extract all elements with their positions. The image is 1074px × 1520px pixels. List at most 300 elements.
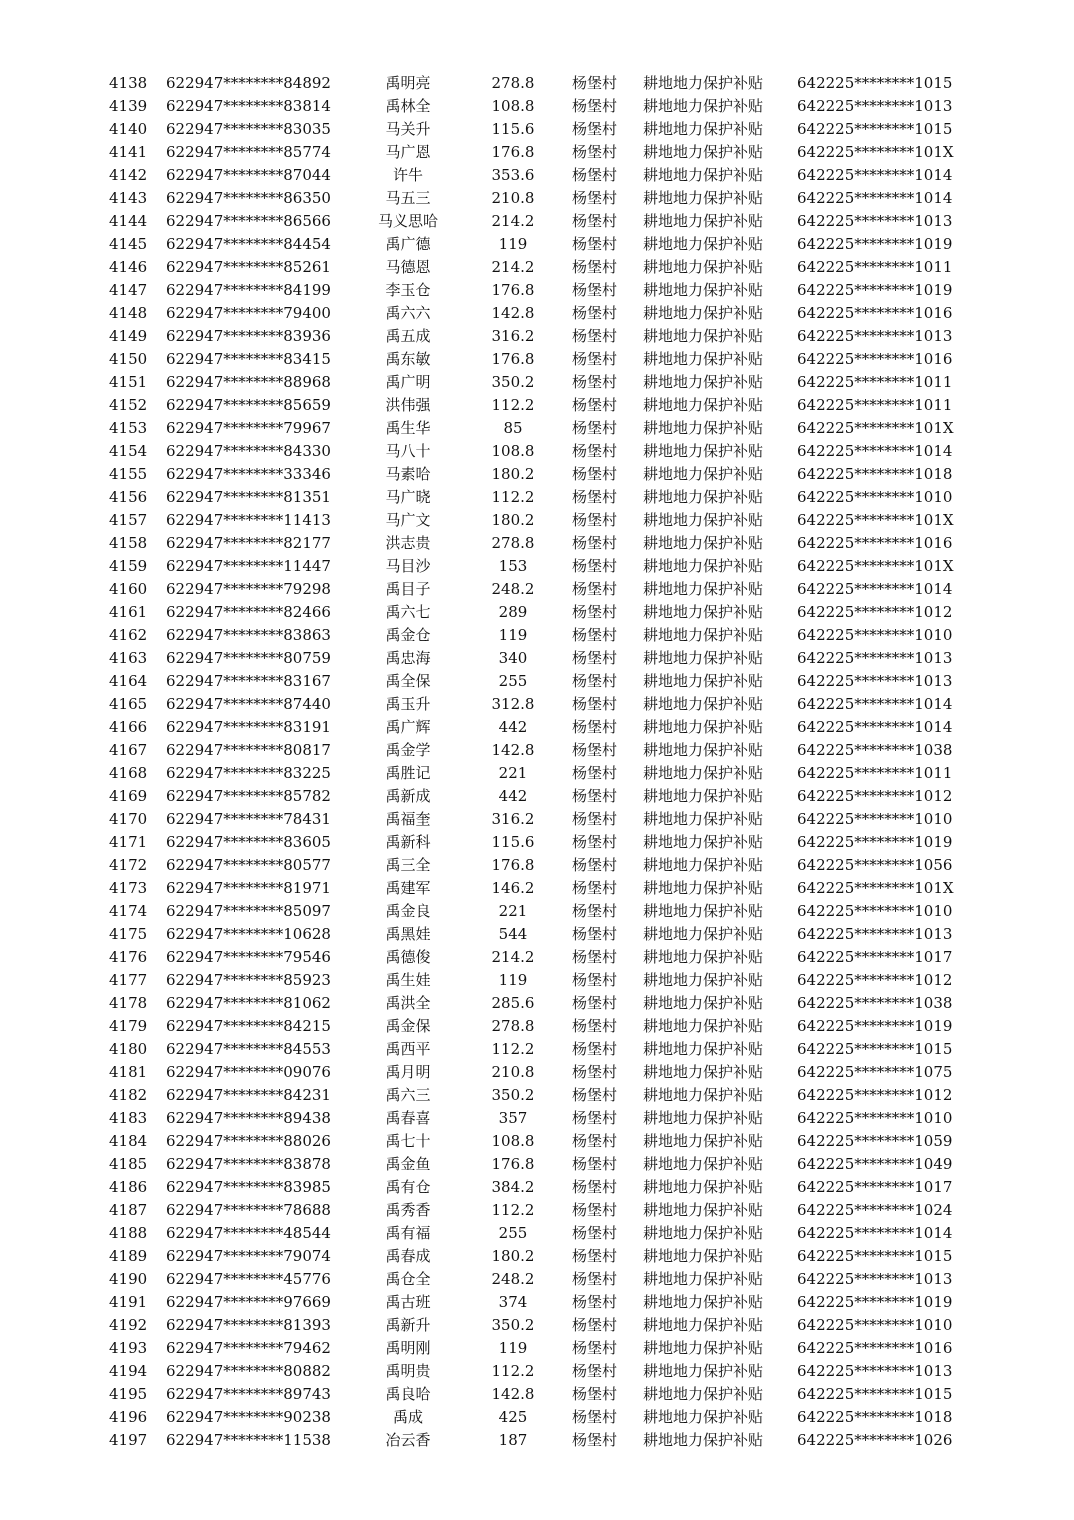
subsidy-amount: 85: [503, 419, 523, 437]
subsidy-type: 耕地地力保护补贴: [643, 1063, 764, 1081]
bank-card-number: 622947********83035: [166, 120, 331, 138]
row-number: 4187: [109, 1201, 148, 1219]
table-row: [0, 693, 1074, 716]
bank-card-number: 622947********87440: [166, 695, 331, 713]
row-number: 4174: [109, 902, 148, 920]
bank-card-number: 622947********83878: [166, 1155, 331, 1173]
table-row: [0, 992, 1074, 1015]
bank-card-number: 622947********83863: [166, 626, 331, 644]
person-name: 禹目子: [385, 580, 431, 598]
table-row: [0, 440, 1074, 463]
subsidy-amount: 221: [498, 902, 528, 920]
person-name: 禹新科: [385, 833, 431, 851]
person-name: 马素哈: [385, 465, 431, 483]
village-name: 杨堡村: [572, 442, 618, 460]
person-name: 禹秀香: [385, 1201, 431, 1219]
id-card-number: 642225********1017: [797, 948, 953, 966]
row-number: 4193: [109, 1339, 148, 1357]
subsidy-type: 耕地地力保护补贴: [643, 603, 764, 621]
row-number: 4143: [109, 189, 148, 207]
table-row: [0, 486, 1074, 509]
person-name: 禹新升: [385, 1316, 431, 1334]
table-row: [0, 555, 1074, 578]
id-card-number: 642225********1013: [797, 1270, 953, 1288]
subsidy-type: 耕地地力保护补贴: [643, 1385, 764, 1403]
village-name: 杨堡村: [572, 350, 618, 368]
village-name: 杨堡村: [572, 281, 618, 299]
row-number: 4182: [109, 1086, 148, 1104]
subsidy-type: 耕地地力保护补贴: [643, 166, 764, 184]
id-card-number: 642225********1012: [797, 787, 953, 805]
subsidy-type: 耕地地力保护补贴: [643, 1431, 764, 1449]
table-row: [0, 141, 1074, 164]
table-row: [0, 854, 1074, 877]
row-number: 4145: [109, 235, 148, 253]
bank-card-number: 622947********80759: [166, 649, 331, 667]
subsidy-amount: 112.2: [491, 1362, 535, 1380]
person-name: 禹东敏: [385, 350, 431, 368]
village-name: 杨堡村: [572, 1408, 618, 1426]
row-number: 4172: [109, 856, 148, 874]
person-name: 禹全保: [385, 672, 431, 690]
person-name: 禹古班: [385, 1293, 431, 1311]
person-name: 禹明贵: [385, 1362, 431, 1380]
subsidy-type: 耕地地力保护补贴: [643, 189, 764, 207]
village-name: 杨堡村: [572, 465, 618, 483]
row-number: 4180: [109, 1040, 148, 1058]
id-card-number: 642225********1010: [797, 902, 953, 920]
village-name: 杨堡村: [572, 1362, 618, 1380]
row-number: 4150: [109, 350, 148, 368]
person-name: 禹洪全: [385, 994, 431, 1012]
village-name: 杨堡村: [572, 810, 618, 828]
table-row: [0, 1199, 1074, 1222]
person-name: 禹胜记: [385, 764, 431, 782]
village-name: 杨堡村: [572, 672, 618, 690]
bank-card-number: 622947********81971: [166, 879, 331, 897]
village-name: 杨堡村: [572, 695, 618, 713]
bank-card-number: 622947********78431: [166, 810, 331, 828]
subsidy-type: 耕地地力保护补贴: [643, 97, 764, 115]
id-card-number: 642225********101X: [797, 419, 954, 437]
subsidy-amount: 142.8: [491, 741, 535, 759]
person-name: 马义思哈: [377, 212, 438, 230]
subsidy-amount: 176.8: [491, 856, 535, 874]
subsidy-type: 耕地地力保护补贴: [643, 488, 764, 506]
subsidy-amount: 108.8: [491, 1132, 535, 1150]
person-name: 马广文: [385, 511, 431, 529]
subsidy-amount: 278.8: [491, 74, 535, 92]
bank-card-number: 622947********83167: [166, 672, 331, 690]
person-name: 禹广德: [385, 235, 431, 253]
id-card-number: 642225********1013: [797, 1362, 953, 1380]
id-card-number: 642225********1012: [797, 603, 953, 621]
subsidy-type: 耕地地力保护补贴: [643, 327, 764, 345]
village-name: 杨堡村: [572, 258, 618, 276]
row-number: 4189: [109, 1247, 148, 1265]
person-name: 禹新成: [385, 787, 431, 805]
id-card-number: 642225********1014: [797, 166, 953, 184]
bank-card-number: 622947********45776: [166, 1270, 331, 1288]
subsidy-amount: 108.8: [491, 442, 535, 460]
village-name: 杨堡村: [572, 557, 618, 575]
person-name: 禹六六: [385, 304, 431, 322]
row-number: 4142: [109, 166, 148, 184]
bank-card-number: 622947********83225: [166, 764, 331, 782]
subsidy-type: 耕地地力保护补贴: [643, 764, 764, 782]
table-row: [0, 739, 1074, 762]
subsidy-amount: 384.2: [491, 1178, 535, 1196]
id-card-number: 642225********1056: [797, 856, 953, 874]
bank-card-number: 622947********79074: [166, 1247, 331, 1265]
id-card-number: 642225********1015: [797, 1247, 953, 1265]
subsidy-type: 耕地地力保护补贴: [643, 948, 764, 966]
table-row: [0, 601, 1074, 624]
subsidy-type: 耕地地力保护补贴: [643, 1132, 764, 1150]
row-number: 4154: [109, 442, 148, 460]
subsidy-type: 耕地地力保护补贴: [643, 1086, 764, 1104]
person-name: 马广晓: [385, 488, 431, 506]
row-number: 4194: [109, 1362, 148, 1380]
bank-card-number: 622947********10628: [166, 925, 331, 943]
bank-card-number: 622947********80882: [166, 1362, 331, 1380]
table-row: [0, 394, 1074, 417]
table-row: [0, 118, 1074, 141]
table-row: [0, 279, 1074, 302]
bank-card-number: 622947********79462: [166, 1339, 331, 1357]
table-row: [0, 1291, 1074, 1314]
row-number: 4160: [109, 580, 148, 598]
id-card-number: 642225********1019: [797, 1293, 953, 1311]
id-card-number: 642225********1011: [797, 396, 953, 414]
subsidy-amount: 350.2: [491, 373, 535, 391]
row-number: 4177: [109, 971, 148, 989]
subsidy-amount: 442: [498, 787, 528, 805]
table-row: [0, 1383, 1074, 1406]
row-number: 4156: [109, 488, 148, 506]
table-row: [0, 417, 1074, 440]
subsidy-table: [0, 72, 1074, 1452]
row-number: 4149: [109, 327, 148, 345]
table-row: [0, 808, 1074, 831]
id-card-number: 642225********1019: [797, 833, 953, 851]
subsidy-type: 耕地地力保护补贴: [643, 350, 764, 368]
table-row: [0, 1268, 1074, 1291]
table-row: [0, 785, 1074, 808]
person-name: 马德恩: [385, 258, 431, 276]
person-name: 洪伟强: [385, 396, 431, 414]
row-number: 4164: [109, 672, 148, 690]
subsidy-amount: 255: [498, 1224, 528, 1242]
row-number: 4147: [109, 281, 148, 299]
bank-card-number: 622947********48544: [166, 1224, 331, 1242]
bank-card-number: 622947********86566: [166, 212, 331, 230]
row-number: 4183: [109, 1109, 148, 1127]
id-card-number: 642225********101X: [797, 143, 954, 161]
table-row: [0, 1360, 1074, 1383]
id-card-number: 642225********1016: [797, 1339, 953, 1357]
row-number: 4170: [109, 810, 148, 828]
id-card-number: 642225********1010: [797, 810, 953, 828]
village-name: 杨堡村: [572, 1247, 618, 1265]
subsidy-type: 耕地地力保护补贴: [643, 1408, 764, 1426]
subsidy-type: 耕地地力保护补贴: [643, 649, 764, 667]
bank-card-number: 622947********89438: [166, 1109, 331, 1127]
bank-card-number: 622947********89743: [166, 1385, 331, 1403]
bank-card-number: 622947********79400: [166, 304, 331, 322]
person-name: 马目沙: [385, 557, 431, 575]
subsidy-amount: 112.2: [491, 1040, 535, 1058]
bank-card-number: 622947********82466: [166, 603, 331, 621]
village-name: 杨堡村: [572, 879, 618, 897]
row-number: 4141: [109, 143, 148, 161]
person-name: 禹有福: [385, 1224, 431, 1242]
village-name: 杨堡村: [572, 511, 618, 529]
subsidy-type: 耕地地力保护补贴: [643, 143, 764, 161]
id-card-number: 642225********1014: [797, 1224, 953, 1242]
village-name: 杨堡村: [572, 212, 618, 230]
table-row: [0, 1337, 1074, 1360]
subsidy-type: 耕地地力保护补贴: [643, 511, 764, 529]
table-row: [0, 1314, 1074, 1337]
person-name: 禹忠海: [385, 649, 431, 667]
person-name: 禹六七: [385, 603, 431, 621]
row-number: 4157: [109, 511, 148, 529]
table-row: [0, 900, 1074, 923]
id-card-number: 642225********1014: [797, 189, 953, 207]
subsidy-amount: 248.2: [491, 580, 535, 598]
person-name: 禹生华: [385, 419, 431, 437]
person-name: 禹广辉: [385, 718, 431, 736]
bank-card-number: 622947********84231: [166, 1086, 331, 1104]
subsidy-amount: 350.2: [491, 1316, 535, 1334]
subsidy-amount: 340: [498, 649, 528, 667]
person-name: 禹三全: [385, 856, 431, 874]
row-number: 4173: [109, 879, 148, 897]
person-name: 禹有仓: [385, 1178, 431, 1196]
id-card-number: 642225********1011: [797, 373, 953, 391]
subsidy-amount: 180.2: [491, 1247, 535, 1265]
village-name: 杨堡村: [572, 1224, 618, 1242]
bank-card-number: 622947********09076: [166, 1063, 331, 1081]
bank-card-number: 622947********84454: [166, 235, 331, 253]
table-row: [0, 1245, 1074, 1268]
table-row: [0, 233, 1074, 256]
village-name: 杨堡村: [572, 74, 618, 92]
bank-card-number: 622947********79546: [166, 948, 331, 966]
person-name: 禹春成: [385, 1247, 431, 1265]
bank-card-number: 622947********90238: [166, 1408, 331, 1426]
row-number: 4167: [109, 741, 148, 759]
village-name: 杨堡村: [572, 649, 618, 667]
subsidy-type: 耕地地力保护补贴: [643, 74, 764, 92]
person-name: 李玉仓: [385, 281, 431, 299]
table-row: [0, 348, 1074, 371]
id-card-number: 642225********101X: [797, 557, 954, 575]
subsidy-amount: 285.6: [491, 994, 535, 1012]
id-card-number: 642225********1014: [797, 695, 953, 713]
table-row: [0, 831, 1074, 854]
row-number: 4162: [109, 626, 148, 644]
id-card-number: 642225********1014: [797, 442, 953, 460]
row-number: 4181: [109, 1063, 148, 1081]
row-number: 4148: [109, 304, 148, 322]
bank-card-number: 622947********97669: [166, 1293, 331, 1311]
bank-card-number: 622947********83936: [166, 327, 331, 345]
subsidy-type: 耕地地力保护补贴: [643, 1109, 764, 1127]
bank-card-number: 622947********86350: [166, 189, 331, 207]
subsidy-type: 耕地地力保护补贴: [643, 304, 764, 322]
village-name: 杨堡村: [572, 1155, 618, 1173]
table-row: [0, 532, 1074, 555]
bank-card-number: 622947********11447: [166, 557, 331, 575]
subsidy-type: 耕地地力保护补贴: [643, 925, 764, 943]
subsidy-amount: 278.8: [491, 1017, 535, 1035]
subsidy-type: 耕地地力保护补贴: [643, 235, 764, 253]
row-number: 4176: [109, 948, 148, 966]
id-card-number: 642225********1015: [797, 74, 953, 92]
subsidy-type: 耕地地力保护补贴: [643, 741, 764, 759]
village-name: 杨堡村: [572, 718, 618, 736]
bank-card-number: 622947********83415: [166, 350, 331, 368]
person-name: 禹五成: [385, 327, 431, 345]
subsidy-type: 耕地地力保护补贴: [643, 1362, 764, 1380]
id-card-number: 642225********1010: [797, 488, 953, 506]
subsidy-amount: 153: [498, 557, 528, 575]
table-row: [0, 1015, 1074, 1038]
subsidy-type: 耕地地力保护补贴: [643, 1270, 764, 1288]
table-row: [0, 463, 1074, 486]
row-number: 4139: [109, 97, 148, 115]
row-number: 4151: [109, 373, 148, 391]
bank-card-number: 622947********85261: [166, 258, 331, 276]
bank-card-number: 622947********80817: [166, 741, 331, 759]
person-name: 禹福奎: [385, 810, 431, 828]
subsidy-amount: 146.2: [491, 879, 535, 897]
bank-card-number: 622947********79298: [166, 580, 331, 598]
village-name: 杨堡村: [572, 1040, 618, 1058]
bank-card-number: 622947********88968: [166, 373, 331, 391]
bank-card-number: 622947********87044: [166, 166, 331, 184]
person-name: 马五三: [385, 189, 431, 207]
bank-card-number: 622947********81393: [166, 1316, 331, 1334]
person-name: 禹春喜: [385, 1109, 431, 1127]
subsidy-type: 耕地地力保护补贴: [643, 1201, 764, 1219]
subsidy-amount: 142.8: [491, 1385, 535, 1403]
village-name: 杨堡村: [572, 235, 618, 253]
subsidy-amount: 248.2: [491, 1270, 535, 1288]
subsidy-type: 耕地地力保护补贴: [643, 810, 764, 828]
id-card-number: 642225********1019: [797, 281, 953, 299]
bank-card-number: 622947********83985: [166, 1178, 331, 1196]
village-name: 杨堡村: [572, 373, 618, 391]
subsidy-amount: 289: [498, 603, 528, 621]
bank-card-number: 622947********85923: [166, 971, 331, 989]
row-number: 4186: [109, 1178, 148, 1196]
subsidy-amount: 176.8: [491, 143, 535, 161]
village-name: 杨堡村: [572, 1201, 618, 1219]
table-row: [0, 1406, 1074, 1429]
person-name: 许牛: [392, 166, 423, 184]
subsidy-type: 耕地地力保护补贴: [643, 212, 764, 230]
subsidy-amount: 255: [498, 672, 528, 690]
village-name: 杨堡村: [572, 741, 618, 759]
subsidy-amount: 187: [498, 1431, 528, 1449]
table-row: [0, 877, 1074, 900]
id-card-number: 642225********1024: [797, 1201, 953, 1219]
subsidy-type: 耕地地力保护补贴: [643, 258, 764, 276]
person-name: 禹六三: [385, 1086, 431, 1104]
id-card-number: 642225********1013: [797, 649, 953, 667]
subsidy-type: 耕地地力保护补贴: [643, 1224, 764, 1242]
row-number: 4152: [109, 396, 148, 414]
table-row: [0, 624, 1074, 647]
village-name: 杨堡村: [572, 419, 618, 437]
id-card-number: 642225********1010: [797, 1109, 953, 1127]
table-row: [0, 325, 1074, 348]
village-name: 杨堡村: [572, 1293, 618, 1311]
table-row: [0, 371, 1074, 394]
id-card-number: 642225********1015: [797, 1040, 953, 1058]
subsidy-type: 耕地地力保护补贴: [643, 718, 764, 736]
subsidy-amount: 544: [498, 925, 528, 943]
village-name: 杨堡村: [572, 603, 618, 621]
row-number: 4196: [109, 1408, 148, 1426]
id-card-number: 642225********1013: [797, 97, 953, 115]
bank-card-number: 622947********84215: [166, 1017, 331, 1035]
village-name: 杨堡村: [572, 1132, 618, 1150]
table-row: [0, 1429, 1074, 1452]
row-number: 4159: [109, 557, 148, 575]
subsidy-type: 耕地地力保护补贴: [643, 879, 764, 897]
subsidy-amount: 425: [498, 1408, 528, 1426]
table-row: [0, 72, 1074, 95]
row-number: 4166: [109, 718, 148, 736]
village-name: 杨堡村: [572, 97, 618, 115]
bank-card-number: 622947********83191: [166, 718, 331, 736]
subsidy-amount: 442: [498, 718, 528, 736]
person-name: 禹生娃: [385, 971, 431, 989]
subsidy-type: 耕地地力保护补贴: [643, 833, 764, 851]
person-name: 禹良哈: [385, 1385, 431, 1403]
subsidy-type: 耕地地力保护补贴: [643, 1178, 764, 1196]
table-row: [0, 256, 1074, 279]
bank-card-number: 622947********11538: [166, 1431, 331, 1449]
subsidy-amount: 316.2: [491, 327, 535, 345]
id-card-number: 642225********1018: [797, 1408, 953, 1426]
person-name: 禹黑娃: [385, 925, 431, 943]
subsidy-type: 耕地地力保护补贴: [643, 1247, 764, 1265]
id-card-number: 642225********1013: [797, 327, 953, 345]
row-number: 4185: [109, 1155, 148, 1173]
bank-card-number: 622947********82177: [166, 534, 331, 552]
row-number: 4165: [109, 695, 148, 713]
id-card-number: 642225********1011: [797, 258, 953, 276]
subsidy-type: 耕地地力保护补贴: [643, 695, 764, 713]
subsidy-type: 耕地地力保护补贴: [643, 1040, 764, 1058]
table-row: [0, 187, 1074, 210]
person-name: 禹金学: [385, 741, 431, 759]
subsidy-amount: 108.8: [491, 97, 535, 115]
bank-card-number: 622947********84892: [166, 74, 331, 92]
village-name: 杨堡村: [572, 1017, 618, 1035]
person-name: 禹金良: [385, 902, 431, 920]
subsidy-type: 耕地地力保护补贴: [643, 1316, 764, 1334]
row-number: 4153: [109, 419, 148, 437]
bank-card-number: 622947********11413: [166, 511, 331, 529]
row-number: 4168: [109, 764, 148, 782]
row-number: 4190: [109, 1270, 148, 1288]
